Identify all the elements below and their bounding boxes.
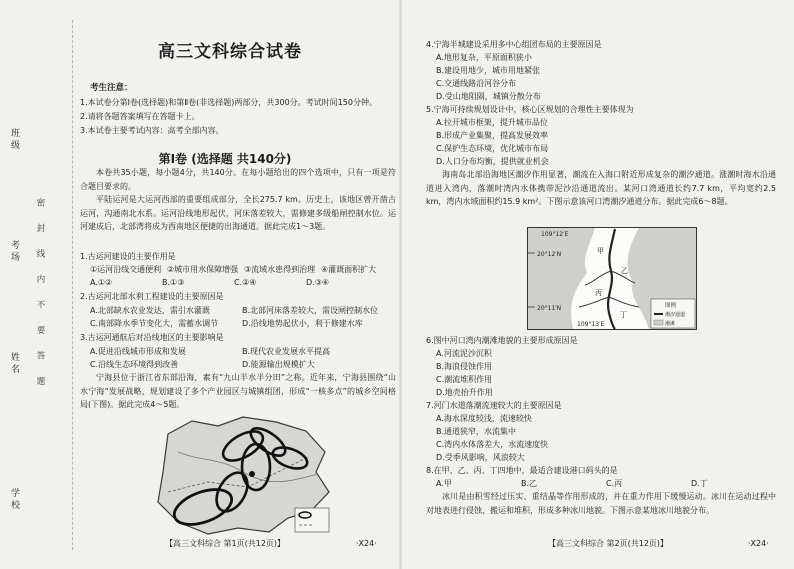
passage-3: 海南岛北部沿海地区潮汐作用显著，潮流在入海口附近形成复杂的潮汐通道。涨潮时海水沿通道进入湾内，落潮时湾内水体携带泥沙沿通道流出。某河口湾通道长约7.7 km，平均宽约2.5 km，湾内水域面积约15.9 km²。下图示意该河口湾潮汐通道分布。据此完成6～8题。 <box>426 170 776 206</box>
page-2-code: ·X24· <box>748 539 769 548</box>
item-2: ②城市用水保障增强 <box>167 265 239 274</box>
option-b: B.现代农业发展水平提高 <box>242 347 331 356</box>
option-d: D.能源输出规模扩大 <box>242 360 315 369</box>
page-title: 高三文科综合试卷 <box>158 42 302 62</box>
option-b: B.形成产业集聚，提高发展效率 <box>436 131 549 140</box>
estuary-map-figure <box>527 227 697 330</box>
point-ding: 丁 <box>620 311 627 319</box>
option-b: B.海浪侵蚀作用 <box>436 362 493 371</box>
option-c: C.湾内水体落差大，水流速度快 <box>436 440 549 449</box>
question-1-stem: 1.古运河建设的主要作用是 <box>80 252 176 261</box>
page-1-code: ·X24· <box>356 539 377 548</box>
question-8-options <box>436 477 771 490</box>
option-b: B.①③ <box>162 278 185 287</box>
option-b: B.北部河床落差较大，需设闸控制水位 <box>242 306 379 315</box>
binding-field-class: 班级 <box>9 128 19 152</box>
option-a: A.北部缺水农业发达，需引水灌溉 <box>90 306 210 315</box>
question-4-stem: 4.宁海半城建设采用多中心组团布局的主要原因是 <box>426 40 602 49</box>
option-c: C.②④ <box>234 278 257 287</box>
option-b: B.建设用地少，城市用地紧张 <box>436 66 541 75</box>
option-d: D.受山地阻隔，城镇分散分布 <box>436 92 541 101</box>
option-a: A.地形复杂，平原面积狭小 <box>436 53 532 62</box>
option-c: C.保护生态环境，优化城市布局 <box>436 144 549 153</box>
county-map-figure <box>148 412 333 537</box>
question-3-stem: 3.古运河通航后对沿线地区的主要影响是 <box>80 333 224 342</box>
core-marker <box>249 471 255 477</box>
section-intro: 本卷共35小题，每小题4分，共140分。在每小题给出的四个选项中，只有一项是符合题目要求的。 <box>80 168 396 191</box>
option-d: D.人口分布均衡，提供就业机会 <box>436 157 549 166</box>
option-a: A.①② <box>90 278 113 287</box>
longitude-bottom-label: 109°13′E <box>577 321 605 328</box>
option-a: A.促进沿线城市形成和发展 <box>90 347 186 356</box>
notice-line: 3.本试卷主要考试内容：高考全部内容。 <box>80 126 224 135</box>
notice-heading: 考生注意： <box>90 83 133 93</box>
option-c: C.南部降水季节变化大，需蓄水调节 <box>90 319 219 328</box>
question-7-stem: 7.河门水道落潮流速较大的主要原因是 <box>426 401 562 410</box>
binding-field-school: 学校 <box>9 488 19 512</box>
page-2-footer: 【高三文科综合 第2页(共12页)】 <box>548 539 669 548</box>
latitude-top-label: 20°12′N <box>537 251 562 258</box>
point-yi: 乙 <box>621 267 628 275</box>
notice-line: 1.本试卷分第Ⅰ卷(选择题)和第Ⅱ卷(非选择题)两部分，共300分。考试时间150分钟。 <box>80 98 377 107</box>
option-a: A.甲 <box>436 479 452 488</box>
question-3-options-row <box>90 358 394 371</box>
latitude-bottom-label: 20°11′N <box>537 305 562 312</box>
item-3: ③流域水患得到治理 <box>244 265 316 274</box>
passage-2: 宁海县位于浙江省东部沿海，素有“九山半水半分田”之称。近年来，宁海县围绕“山水宁海”发展战略，规划建设了多个产业园区与城镇组团，形成“一核多点”的城乡空间格局(下图)。据此完成4～5题。 <box>80 373 396 409</box>
item-1: ①运河沿线交通便利 <box>90 265 162 274</box>
option-b: B.通道狭窄，水流集中 <box>436 427 517 436</box>
question-3-options-row <box>90 345 394 358</box>
option-c: C.交通线路沿河谷分布 <box>436 79 517 88</box>
option-d: D.受季风影响，风浪较大 <box>436 453 525 462</box>
option-d: D.③④ <box>306 278 330 287</box>
question-2-stem: 2.古运河北部水利工程建设的主要原因是 <box>80 292 224 301</box>
option-a: A.海水深度较浅，流速较快 <box>436 414 532 423</box>
option-c: C.沿线生态环境得到改善 <box>90 360 179 369</box>
option-a: A.拉开城市框架，提升城市品位 <box>436 118 548 127</box>
question-1-options <box>90 276 378 289</box>
longitude-top-label: 109°12′E <box>541 231 569 238</box>
binding-line <box>72 20 73 550</box>
passage-4: 冰川是由积雪经过压实、重结晶等作用形成的，并在重力作用下缓慢运动。冰川在运动过程中对地表进行侵蚀、搬运和堆积，形成多种冰川地貌。下图示意某地冰川地貌分布。 <box>426 492 776 515</box>
map-legend-box <box>295 508 329 532</box>
option-b: B.乙 <box>521 479 538 488</box>
question-5-stem: 5.宁海可持续规划设计中，核心区规划的合理性主要体现为 <box>426 105 634 114</box>
page-fold <box>399 0 402 569</box>
question-6-stem: 6.图中河口湾内潮滩地貌的主要形成原因是 <box>426 336 578 345</box>
legend-flat-label: 潮滩 <box>665 321 676 327</box>
option-a: A.河流泥沙沉积 <box>436 349 492 358</box>
item-4: ④灌溉面积扩大 <box>321 265 377 274</box>
option-c: C.丙 <box>606 479 623 488</box>
question-2-options-row <box>90 304 394 317</box>
page-1-footer: 【高三文科综合 第1页(共12页)】 <box>165 539 286 548</box>
question-2-options-row <box>90 317 394 330</box>
section-title: 第Ⅰ卷 (选择题 共140分) <box>158 152 292 166</box>
option-d: D.丁 <box>691 479 708 488</box>
option-d: D.沿线地势起伏小，利于修建水库 <box>242 319 363 328</box>
binding-field-room: 考场 <box>9 240 19 264</box>
question-1-items <box>90 263 391 276</box>
point-jia: 甲 <box>597 247 604 255</box>
option-d: D.地壳抬升作用 <box>436 388 493 397</box>
point-bing: 丙 <box>595 289 602 297</box>
legend-flat-symbol <box>654 320 663 325</box>
option-c: C.潮流堆积作用 <box>436 375 493 384</box>
seal-line-text: 密封线内不要答题 <box>35 198 45 402</box>
binding-field-name: 姓名 <box>9 352 19 376</box>
passage-1: 平陆运河是大运河西部的重要组成部分，全长275.7 km。历史上，该地区曾开凿古运河，沟通南北水系。运河沿线地形起伏，河床落差较大，需修建多级船闸控制水位。运河建成后，北部湾将成为西南地区便捷的出海通道。据此完成1～3题。 <box>80 195 396 231</box>
legend-channel-label: 潮汐通道 <box>665 312 686 318</box>
legend-title: 图例 <box>665 303 677 309</box>
question-8-stem: 8.在甲、乙、丙、丁四地中，最适合建设港口码头的是 <box>426 466 618 475</box>
notice-line: 2.请将各题答案填写在答题卡上。 <box>80 112 200 121</box>
